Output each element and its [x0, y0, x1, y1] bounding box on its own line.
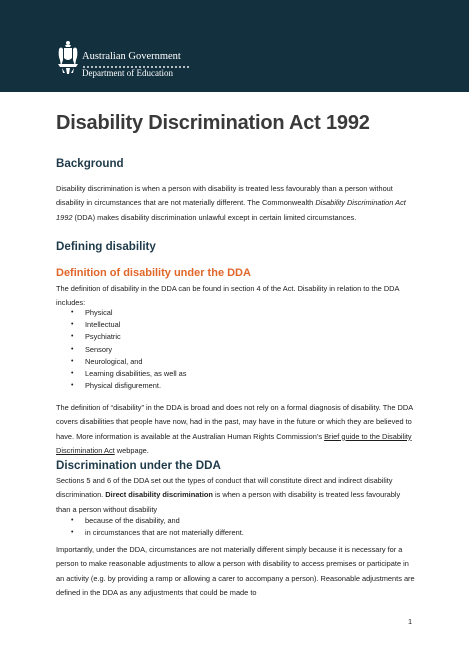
discrimination-paragraph: Sections 5 and 6 of the DDA set out the types of conduct that will constitute direct and indirect disability discrimination. Direct disability discrimination is when a person with disability is treated less favourably than a person without disability: [56, 476, 401, 514]
list-item: • Physical disfigurement.: [71, 380, 186, 392]
coat-of-arms-icon: [56, 40, 80, 76]
heading-defining-disability: Defining disability: [56, 240, 156, 253]
definition-paragraph: The definition of “disability” in the DDA is broad and does not rely on a formal diagnosis of disability. The DDA covers disabilities that people have now, had in the past, may have in the future or which they are believed to have. More information is available at the Australian Human Rights Commission’s Brief guide to the Disability Discrimination Act webpage.: [56, 403, 413, 455]
direct-discrimination-list: [71, 515, 244, 539]
heading-discrimination-under-dda: Discrimination under the DDA: [56, 459, 221, 472]
reasonable-adjustments-paragraph: Importantly, under the DDA, circumstances are not materially different simply because it is necessary for a person to make reasonable adjustments to allow a person with disability to access premises or participate in an activity (e.g. by providing a ramp or allowing a carer to accompany a person). Reasonable adjustments are defined in the DDA as any adjustments that could be made to: [56, 545, 415, 597]
header-banner: [0, 0, 469, 92]
page-number: 1: [408, 617, 413, 626]
list-item: • Learning disabilities, as well as: [71, 368, 186, 380]
brief-guide-link[interactable]: Brief guide to the Disability Discrimination Act: [56, 431, 412, 455]
list-item: • Physical: [71, 307, 186, 319]
list-item: • Intellectual: [71, 319, 186, 331]
list-item: • Sensory: [71, 344, 186, 356]
heading-definition-under-dda: Definition of disability under the DDA: [56, 267, 251, 279]
page-title: Disability Discrimination Act 1992: [56, 112, 370, 134]
list-item: • Psychiatric: [71, 331, 186, 343]
list-item: • because of the disability, and: [71, 515, 244, 527]
department-name: Department of Education: [82, 68, 173, 78]
heading-background: Background: [56, 157, 124, 170]
background-paragraph: Disability discrimination is when a person with disability is treated less favourably than a person without disability in circumstances that are not materially different. The Commonwealth Disability Discrimination Act 1992 (DDA) makes disability discrimination unlawful except in certain limited circumstances.: [56, 184, 406, 222]
disability-type-list: [71, 307, 186, 392]
list-item: • Neurological, and: [71, 356, 186, 368]
definition-intro: The definition of disability in the DDA can be found in section 4 of the Act. Disability in relation to the DDA includes:: [56, 284, 400, 308]
government-name: Australian Government: [82, 51, 181, 62]
list-item: • in circumstances that are not materially different.: [71, 527, 244, 539]
